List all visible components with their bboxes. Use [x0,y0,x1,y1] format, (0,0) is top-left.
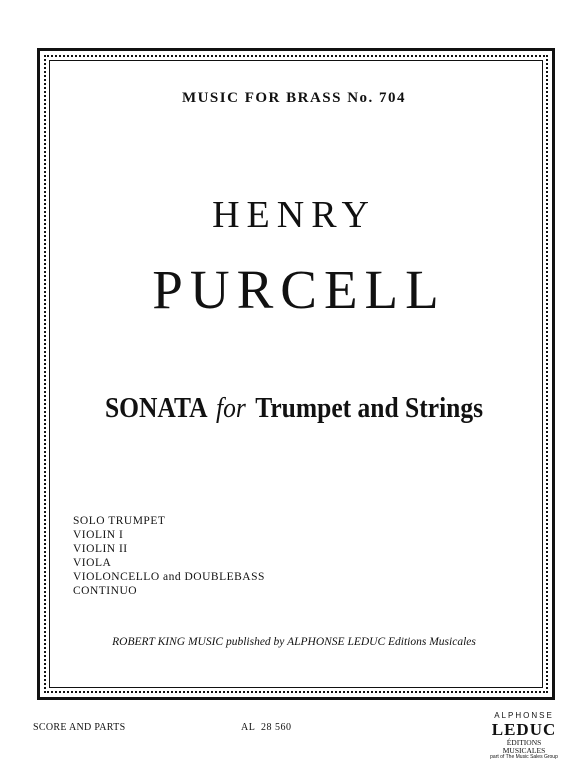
part-item: VIOLONCELLO and DOUBLEBASS [73,571,265,583]
work-title-rest: Trumpet and Strings [255,392,484,424]
decorative-border [37,48,555,700]
publisher-logo [486,712,562,760]
work-title [35,392,552,425]
work-title-connector: for [215,392,246,424]
part-item: VIOLA [73,557,112,569]
logo-line-3: ÉDITIONS MUSICALES [502,738,546,755]
composer-first-name: HENRY [212,194,376,236]
series-title: MUSIC FOR BRASS No. 704 [181,90,407,106]
part-item: VIOLIN II [73,543,128,555]
publisher-line: ROBERT KING MUSIC published by ALPHONSE LEDUC Editions Musicales [112,636,476,648]
part-item: VIOLIN I [73,529,124,541]
part-item: CONTINUO [73,585,138,597]
parts-list [73,514,265,598]
logo-line-4: part of The Music Sales Group [490,754,558,760]
catalog-number: AL 28 560 [241,722,292,733]
work-title-main: SONATA [104,392,207,424]
logo-line-1: ALPHONSE [494,711,554,720]
composer-last-name: PURCELL [152,259,446,320]
edition-type: SCORE AND PARTS [33,722,126,733]
part-item: SOLO TRUMPET [73,515,166,527]
logo-line-2: LEDUC [491,720,557,739]
